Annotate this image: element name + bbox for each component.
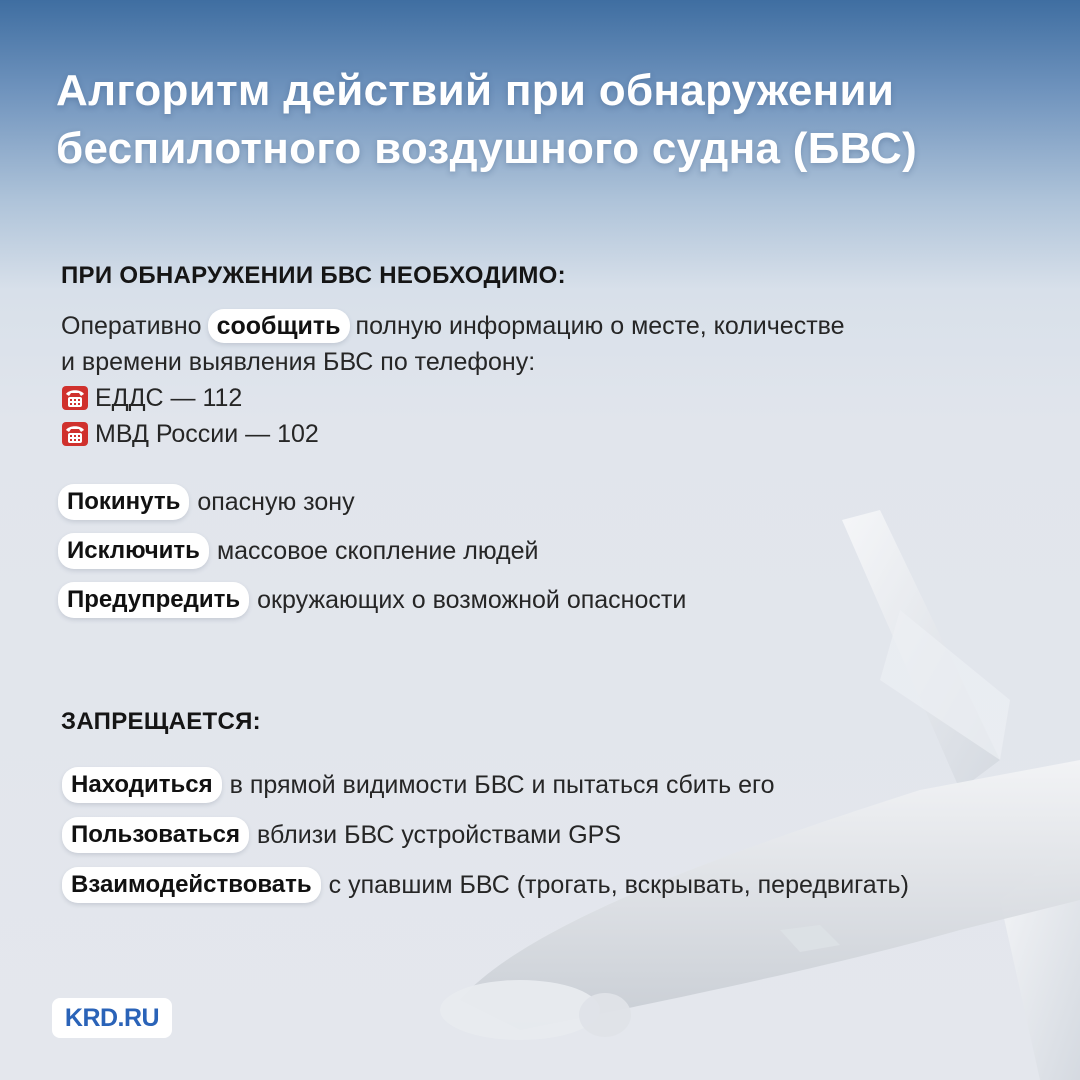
- report-suffix: полную информацию о месте, количестве: [355, 312, 845, 340]
- forbidden-heading: ЗАПРЕЩАЕТСЯ:: [61, 708, 261, 735]
- forbidden-text: с упавшим БВС (трогать, вскрывать, передвигать): [328, 870, 909, 899]
- report-prefix: Оперативно: [61, 312, 202, 340]
- phone-item-edds: [61, 380, 845, 416]
- phone-text: ЕДДС — 112: [95, 384, 243, 412]
- forbidden-highlight-pill: Пользоваться: [62, 817, 249, 853]
- action-item-exclude: [58, 533, 538, 569]
- action-item-leave: [58, 484, 355, 520]
- forbidden-item-stay: [62, 767, 775, 803]
- forbidden-highlight-pill: Находиться: [62, 767, 222, 803]
- forbidden-text: в прямой видимости БВС и пытаться сбить его: [229, 770, 775, 799]
- action-highlight-pill: Исключить: [58, 533, 209, 569]
- phone-item-mvd: [61, 416, 845, 452]
- report-line-2: и времени выявления БВС по телефону:: [61, 348, 536, 376]
- report-highlight-pill: сообщить: [208, 309, 350, 343]
- forbidden-item-touch: [62, 867, 909, 903]
- forbidden-text: вблизи БВС устройствами GPS: [256, 820, 622, 849]
- forbidden-highlight-pill: Взаимодействовать: [62, 867, 321, 903]
- action-text: опасную зону: [197, 487, 355, 516]
- action-highlight-pill: Покинуть: [58, 484, 189, 520]
- action-text: окружающих о возможной опасности: [257, 585, 687, 614]
- action-text: массовое скопление людей: [216, 536, 539, 565]
- action-item-warn: [58, 582, 686, 618]
- required-heading: ПРИ ОБНАРУЖЕНИИ БВС НЕОБХОДИМО:: [61, 262, 566, 289]
- telephone-icon: [61, 385, 89, 411]
- page-title: [56, 62, 1046, 178]
- report-paragraph: [61, 308, 845, 452]
- telephone-icon: [61, 421, 89, 447]
- report-line-1: [61, 308, 845, 344]
- title-line-1: Алгоритм действий при обнаружении: [56, 66, 895, 115]
- phone-text: МВД России — 102: [95, 420, 319, 448]
- action-highlight-pill: Предупредить: [58, 582, 249, 618]
- title-line-2: беспилотного воздушного судна (БВС): [56, 124, 918, 173]
- forbidden-item-gps: [62, 817, 621, 853]
- krd-logo: KRD.RU: [52, 998, 172, 1038]
